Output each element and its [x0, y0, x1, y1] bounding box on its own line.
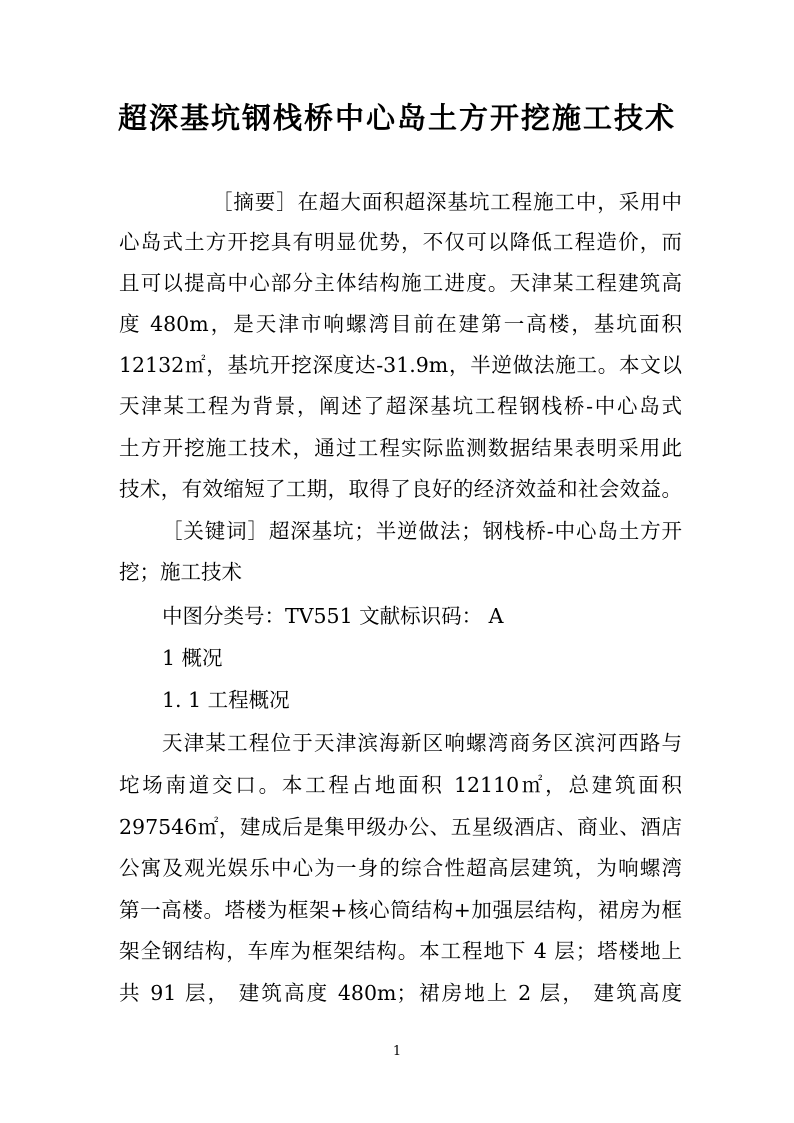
body-line-2: 坨场南道交口。本工程占地面积 12110㎡，总建筑面积 [119, 773, 682, 797]
section-heading-1-1: 1. 1 工程概况 [162, 688, 290, 712]
abstract-line-6: 天津某工程为背景，阐述了超深基坑工程钢栈桥-中心岛式 [119, 394, 682, 418]
section-heading-1: 1 概况 [162, 646, 223, 670]
abstract-line-5: 12132㎡，基坑开挖深度达-31.9m，半逆做法施工。本文以 [119, 353, 682, 377]
classification-line: 中图分类号：TV551 文献标识码： A [162, 604, 504, 628]
keywords-line-1: ［关键词］超深基坑；半逆做法；钢栈桥-中心岛土方开 [162, 519, 682, 543]
abstract-line-2: 心岛式土方开挖具有明显优势，不仅可以降低工程造价，而 [119, 230, 682, 254]
body-line-4: 公寓及观光娱乐中心为一身的综合性超高层建筑，为响螺湾 [119, 856, 682, 880]
abstract-line-3: 且可以提高中心部分主体结构施工进度。天津某工程建筑高 [119, 271, 682, 295]
document-title: 超深基坑钢栈桥中心岛土方开挖施工技术 [117, 101, 676, 135]
abstract-line-8: 技术，有效缩短了工期，取得了良好的经济效益和社会效益。 [119, 477, 682, 501]
body-line-7: 共 91 层， 建筑高度 480m；裙房地上 2 层， 建筑高度 [119, 981, 682, 1005]
body-line-6: 架全钢结构，车库为框架结构。本工程地下 4 层；塔楼地上 [119, 939, 682, 963]
keywords-line-2: 挖；施工技术 [119, 560, 242, 584]
abstract-line-1: ［摘要］在超大面积超深基坑工程施工中，采用中 [212, 190, 682, 214]
body-line-3: 297546㎡，建成后是集甲级办公、五星级酒店、商业、酒店 [119, 815, 682, 839]
page-number: 1 [392, 1044, 402, 1059]
abstract-line-7: 土方开挖施工技术，通过工程实际监测数据结果表明采用此 [119, 436, 682, 460]
abstract-line-4: 度 480m，是天津市响螺湾目前在建第一高楼，基坑面积 [119, 312, 682, 336]
body-line-5: 第一高楼。塔楼为框架+核心筒结构+加强层结构，裙房为框 [119, 898, 682, 922]
body-line-1: 天津某工程位于天津滨海新区响螺湾商务区滨河西路与 [162, 731, 682, 755]
